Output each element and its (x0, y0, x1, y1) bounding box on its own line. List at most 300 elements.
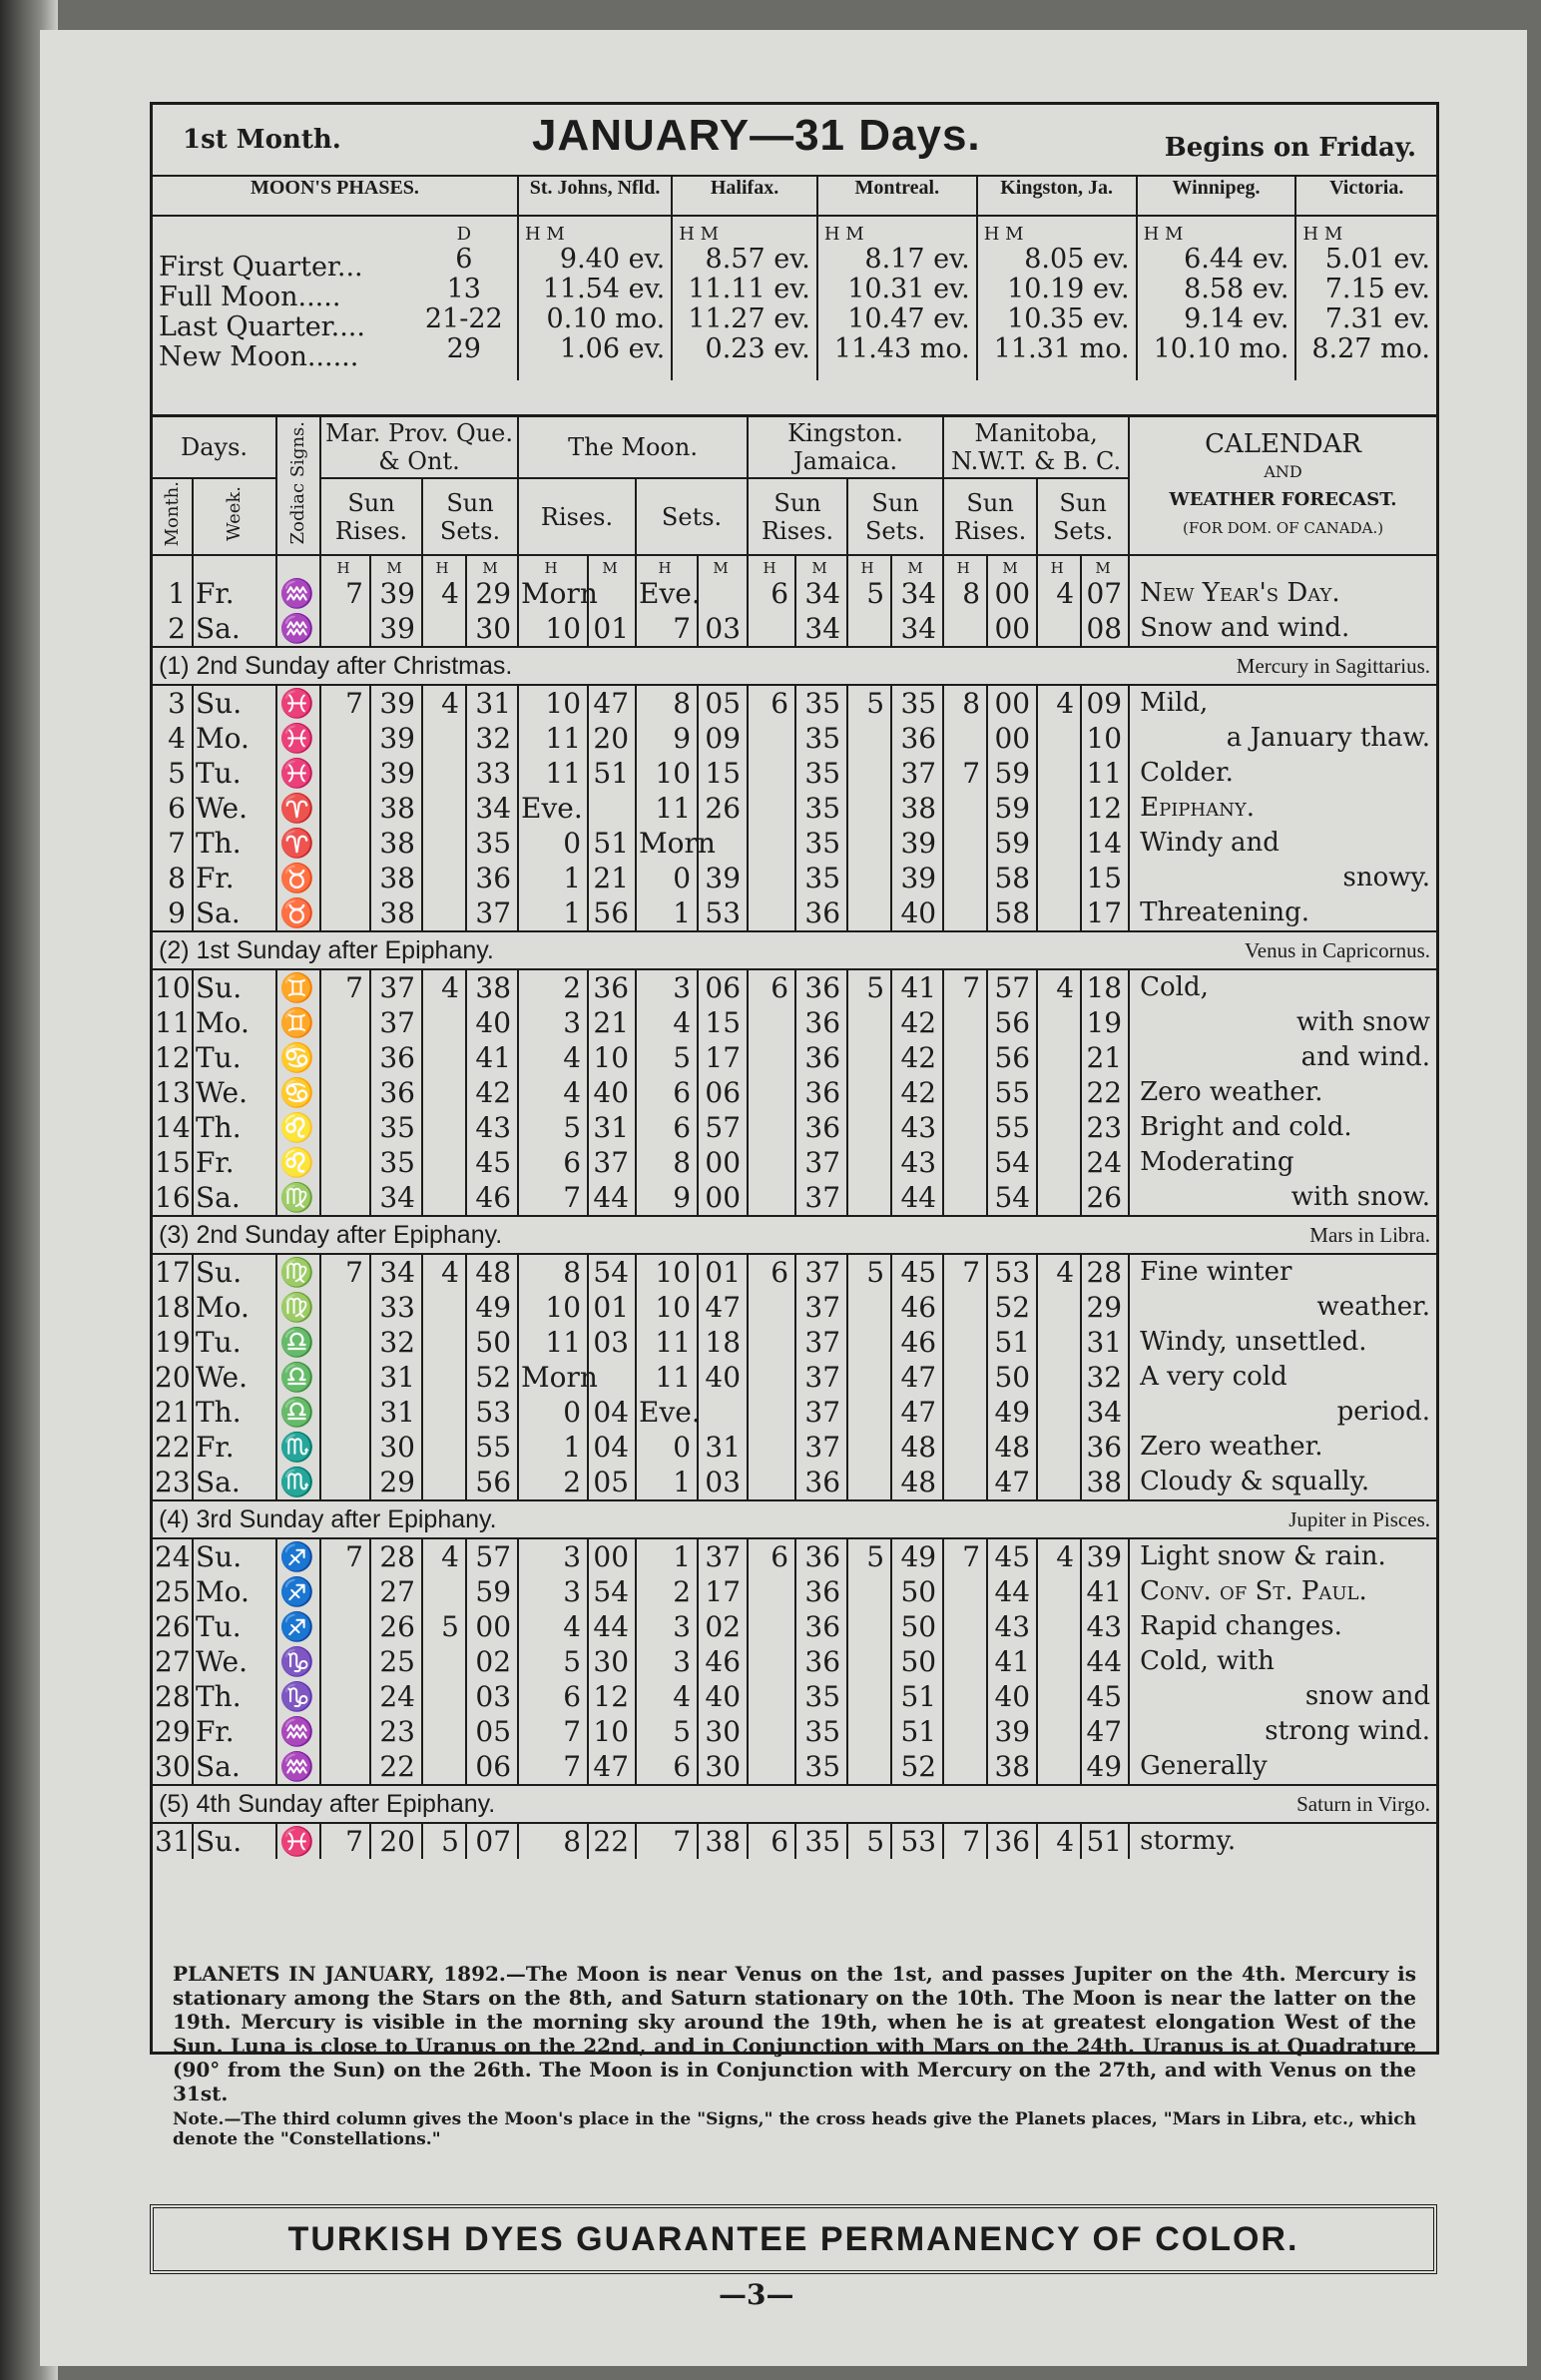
time-value: 10 (636, 1254, 698, 1290)
time-value (422, 1040, 466, 1075)
time-value: 04 (588, 1430, 636, 1465)
time-value: Morn (518, 1360, 588, 1395)
phase-time: 0.23 ev. (705, 333, 810, 364)
time-value: 51 (1081, 1823, 1129, 1859)
zodiac-sign: ♉ (276, 895, 320, 931)
time-value: 36 (795, 1110, 847, 1145)
time-value (320, 1040, 370, 1075)
time-value: Eve. (636, 1395, 698, 1430)
zodiac-sign: ♑ (276, 1679, 320, 1714)
weather-forecast: a January thaw. (1226, 723, 1430, 754)
time-value: 36 (370, 1040, 422, 1075)
time-value (943, 1749, 987, 1785)
weekday: Th. (193, 1395, 276, 1430)
time-value (422, 1325, 466, 1360)
time-value: 59 (987, 791, 1037, 826)
weekday: Mo. (193, 1574, 276, 1609)
time-value: 30 (698, 1714, 748, 1749)
time-value: 1 (518, 1430, 588, 1465)
time-value: 50 (891, 1574, 943, 1609)
zodiac-sign: ♊ (276, 1005, 320, 1040)
time-value: 43 (987, 1609, 1037, 1644)
time-value: 52 (466, 1360, 518, 1395)
time-value: 11 (1081, 756, 1129, 791)
time-value (422, 1360, 466, 1395)
zodiac-sign: ♈ (276, 826, 320, 861)
weekday: Su. (193, 1823, 276, 1859)
day-of-month: 1 (153, 576, 193, 611)
time-value: 30 (466, 611, 518, 647)
hm-label: H M (983, 224, 1024, 245)
time-value: 27 (370, 1574, 422, 1609)
hm-cell: H (847, 555, 891, 576)
phase-time: 9.14 ev. (1184, 303, 1289, 334)
phase-time: 10.31 ev. (847, 274, 970, 304)
time-value (1037, 861, 1081, 895)
weekday: We. (193, 791, 276, 826)
weekday: Fr. (193, 1430, 276, 1465)
day-row (153, 791, 1436, 826)
zodiac-sign: ♐ (276, 1538, 320, 1574)
month-col-header (153, 478, 193, 555)
phase-times-winnipeg (1137, 216, 1296, 380)
time-value: 35 (795, 1714, 847, 1749)
time-value: 47 (891, 1360, 943, 1395)
time-value: 17 (698, 1574, 748, 1609)
day-row (153, 1574, 1436, 1609)
phase-time: 9.40 ev. (559, 244, 666, 275)
day-of-month: 21 (153, 1395, 193, 1430)
day-of-month: 26 (153, 1609, 193, 1644)
time-value: 26 (1081, 1180, 1129, 1216)
time-value (422, 1180, 466, 1216)
time-value: 03 (588, 1325, 636, 1360)
time-value: 15 (698, 756, 748, 791)
time-value: 6 (748, 685, 795, 721)
time-value: 23 (1081, 1110, 1129, 1145)
time-value (847, 1644, 891, 1679)
place-header: Victoria. (1295, 177, 1436, 216)
phase-time: 6.44 ev. (1184, 244, 1289, 275)
place-header: St. Johns, Nfld. (518, 177, 672, 216)
phase-time: 7.15 ev. (1324, 274, 1430, 304)
time-value: 03 (698, 1465, 748, 1500)
time-value: 11 (636, 1325, 698, 1360)
zodiac-sign: ♓ (276, 756, 320, 791)
time-value: 51 (588, 826, 636, 861)
time-value: 23 (370, 1714, 422, 1749)
hm-cell: H (636, 555, 698, 576)
time-value: 0 (636, 861, 698, 895)
phase-day: 21-22 (424, 303, 503, 334)
time-value: 12 (588, 1679, 636, 1714)
phase-time: 11.54 ev. (542, 274, 666, 304)
time-value: 51 (588, 756, 636, 791)
day-row (153, 1823, 1436, 1859)
time-value (748, 895, 795, 931)
weekday: We. (193, 1075, 276, 1110)
the-moon-header: The Moon. (518, 417, 748, 478)
hm-cell: M (588, 555, 636, 576)
weekday: Sa. (193, 1180, 276, 1216)
kj-sunset-header: Sun Sets. (847, 478, 943, 555)
zodiac-sign: ♋ (276, 1040, 320, 1075)
time-value (422, 1145, 466, 1180)
time-value: 1 (636, 1465, 698, 1500)
time-value (422, 1430, 466, 1465)
time-value: 47 (588, 1749, 636, 1785)
time-value (422, 895, 466, 931)
time-value: 56 (987, 1040, 1037, 1075)
time-value: 43 (466, 1110, 518, 1145)
time-value: Morn (636, 826, 698, 861)
time-value (1037, 1679, 1081, 1714)
day-row (153, 1005, 1436, 1040)
day-of-month: 16 (153, 1180, 193, 1216)
day-row (153, 1180, 1436, 1216)
time-value: 32 (370, 1325, 422, 1360)
calendar-frame (150, 102, 1439, 2149)
time-value: 3 (636, 1609, 698, 1644)
time-value: 05 (466, 1714, 518, 1749)
day-of-month: 3 (153, 685, 193, 721)
weather-forecast: Light snow & rain. (1140, 1541, 1386, 1572)
time-value: 40 (698, 1679, 748, 1714)
weekday: Th. (193, 1679, 276, 1714)
time-value (698, 576, 748, 611)
phase-name: First Quarter... (159, 252, 363, 283)
time-value (847, 1574, 891, 1609)
time-value: 45 (987, 1538, 1037, 1574)
zodiac-sign: ♌ (276, 1110, 320, 1145)
time-value: 37 (466, 895, 518, 931)
day-row (153, 1538, 1436, 1574)
day-row (153, 1465, 1436, 1500)
weather-forecast: Cloudy & squally. (1140, 1467, 1370, 1497)
time-value: 36 (795, 1465, 847, 1500)
time-value: 36 (795, 1040, 847, 1075)
weekday: Tu. (193, 1040, 276, 1075)
planet-place: Mercury in Sagittarius. (943, 647, 1436, 685)
time-value: 00 (698, 1180, 748, 1216)
time-value: 39 (698, 861, 748, 895)
time-value: 10 (588, 1714, 636, 1749)
time-value (847, 1075, 891, 1110)
time-value: 52 (891, 1749, 943, 1785)
zodiac-sign: ♓ (276, 721, 320, 756)
hm-label: H M (524, 224, 565, 245)
time-value: 5 (636, 1040, 698, 1075)
time-value: 5 (636, 1714, 698, 1749)
phase-time: 0.10 mo. (546, 303, 666, 334)
time-value (1037, 1644, 1081, 1679)
time-value (748, 1360, 795, 1395)
time-value: 37 (891, 756, 943, 791)
time-value: 40 (466, 1005, 518, 1040)
time-value: 22 (588, 1823, 636, 1859)
time-value (943, 1325, 987, 1360)
zodiac-sign: ♌ (276, 1145, 320, 1180)
title-bar (153, 105, 1436, 177)
time-value: 18 (1081, 969, 1129, 1005)
time-value (320, 611, 370, 647)
time-value (847, 1749, 891, 1785)
time-value: 36 (795, 1005, 847, 1040)
time-value (748, 1714, 795, 1749)
time-value (320, 861, 370, 895)
time-value: 8 (518, 1254, 588, 1290)
time-value: 43 (1081, 1609, 1129, 1644)
time-value: 09 (1081, 685, 1129, 721)
weekday: Fr. (193, 1145, 276, 1180)
week-col-text: Week. (224, 486, 245, 542)
zodiac-sign: ♊ (276, 969, 320, 1005)
time-value (748, 1075, 795, 1110)
time-value (1037, 1005, 1081, 1040)
time-value: 41 (987, 1644, 1037, 1679)
time-value: 18 (698, 1325, 748, 1360)
time-value: 37 (795, 1360, 847, 1395)
time-value: 10 (1081, 721, 1129, 756)
hm-cell: M (466, 555, 518, 576)
time-value (943, 1430, 987, 1465)
weather-forecast: Fine winter (1140, 1257, 1292, 1288)
time-value (422, 1749, 466, 1785)
time-value: 37 (588, 1145, 636, 1180)
sunday-label: (1) 2nd Sunday after Christmas. (153, 647, 943, 685)
time-value: 09 (698, 721, 748, 756)
day-row (153, 1714, 1436, 1749)
time-value (847, 1325, 891, 1360)
time-value: 54 (987, 1145, 1037, 1180)
weather-forecast: period. (1336, 1397, 1430, 1428)
time-value: 3 (518, 1538, 588, 1574)
time-value: 37 (795, 1290, 847, 1325)
time-value: 37 (795, 1430, 847, 1465)
day-of-month: 15 (153, 1145, 193, 1180)
time-value: 42 (891, 1005, 943, 1040)
time-value: 10 (518, 685, 588, 721)
zodiac-sign: ♓ (276, 1823, 320, 1859)
time-value: 3 (636, 1644, 698, 1679)
time-value: 5 (518, 1110, 588, 1145)
time-value: 38 (370, 861, 422, 895)
time-value: 4 (422, 969, 466, 1005)
time-value: 28 (370, 1538, 422, 1574)
zodiac-sign: ♋ (276, 1075, 320, 1110)
time-value (1037, 1749, 1081, 1785)
time-value: 42 (466, 1075, 518, 1110)
time-value: 56 (987, 1005, 1037, 1040)
time-value (320, 1574, 370, 1609)
time-value: 51 (891, 1679, 943, 1714)
day-row (153, 1644, 1436, 1679)
day-of-month: 28 (153, 1679, 193, 1714)
time-value: 50 (466, 1325, 518, 1360)
time-value: 39 (891, 826, 943, 861)
day-of-month: 14 (153, 1110, 193, 1145)
time-value: 45 (466, 1145, 518, 1180)
time-value (588, 791, 636, 826)
time-value: 06 (698, 969, 748, 1005)
day-row (153, 1254, 1436, 1290)
time-value: 35 (795, 756, 847, 791)
weather-forecast: Rapid changes. (1140, 1611, 1342, 1642)
time-value: 37 (698, 1538, 748, 1574)
time-value: 35 (370, 1110, 422, 1145)
mp-sunrise-header: Sun Rises. (320, 478, 422, 555)
time-value: 36 (987, 1823, 1037, 1859)
time-value (943, 1005, 987, 1040)
time-value (847, 1465, 891, 1500)
time-value: 44 (588, 1180, 636, 1216)
time-value: 35 (795, 826, 847, 861)
time-value (943, 611, 987, 647)
time-value: 57 (987, 969, 1037, 1005)
time-value (422, 1574, 466, 1609)
weekday: Su. (193, 1538, 276, 1574)
weekday: Sa. (193, 1465, 276, 1500)
weekday: We. (193, 1644, 276, 1679)
time-value (422, 756, 466, 791)
time-value (422, 791, 466, 826)
time-value: 15 (1081, 861, 1129, 895)
hm-cell: M (698, 555, 748, 576)
time-value: 5 (847, 969, 891, 1005)
time-value (320, 791, 370, 826)
time-value (1037, 895, 1081, 931)
zodiac-sign: ♐ (276, 1609, 320, 1644)
weather-forecast: Colder. (1140, 758, 1234, 789)
phase-day: 13 (446, 274, 481, 304)
time-value (943, 1609, 987, 1644)
weekday: Sa. (193, 1749, 276, 1785)
hm-cell (1129, 555, 1436, 576)
weather-forecast: New Year's Day. (1140, 578, 1340, 609)
time-value: 4 (1037, 969, 1081, 1005)
time-value: 34 (370, 1180, 422, 1216)
mar-prov-header: Mar. Prov. Que. & Ont. (320, 417, 518, 478)
time-value: 44 (1081, 1644, 1129, 1679)
day-of-month: 17 (153, 1254, 193, 1290)
time-value: 47 (891, 1395, 943, 1430)
time-value: 32 (1081, 1360, 1129, 1395)
begins-on: Begins on Friday. (1164, 133, 1416, 163)
time-value (320, 1290, 370, 1325)
day-of-month: 23 (153, 1465, 193, 1500)
time-value (320, 1110, 370, 1145)
time-value: 20 (370, 1823, 422, 1859)
day-of-month: 18 (153, 1290, 193, 1325)
time-value (320, 1360, 370, 1395)
time-value: 6 (748, 1823, 795, 1859)
time-value: 36 (370, 1075, 422, 1110)
time-value: 05 (698, 685, 748, 721)
time-value: 57 (466, 1538, 518, 1574)
time-value (1037, 1395, 1081, 1430)
day-of-month: 24 (153, 1538, 193, 1574)
day-row (153, 861, 1436, 895)
sunday-row (153, 931, 1436, 969)
time-value: 6 (636, 1110, 698, 1145)
phase-time: 5.01 ev. (1324, 244, 1430, 275)
time-value: 38 (370, 791, 422, 826)
time-value (748, 611, 795, 647)
time-value: 4 (1037, 1823, 1081, 1859)
mb-sunset-header: Sun Sets. (1037, 478, 1129, 555)
time-value: 4 (422, 1538, 466, 1574)
weather-forecast: snow and (1304, 1681, 1430, 1712)
time-value: 7 (518, 1180, 588, 1216)
time-value: 01 (588, 1290, 636, 1325)
time-value: 4 (518, 1609, 588, 1644)
time-value: 7 (636, 1823, 698, 1859)
hm-cell: M (1081, 555, 1129, 576)
planet-place: Venus in Capricornus. (943, 931, 1436, 969)
place-header: Montreal. (817, 177, 977, 216)
weather-forecast: Zero weather. (1140, 1432, 1323, 1463)
time-value (748, 1465, 795, 1500)
time-value (320, 1609, 370, 1644)
time-value (847, 1290, 891, 1325)
time-value: 17 (698, 1040, 748, 1075)
time-value (1037, 1574, 1081, 1609)
time-value (847, 756, 891, 791)
time-value: 29 (466, 576, 518, 611)
time-value (943, 1465, 987, 1500)
time-value (748, 1395, 795, 1430)
weather-forecast: A very cold (1140, 1362, 1287, 1393)
time-value: 26 (370, 1609, 422, 1644)
time-value: 39 (1081, 1538, 1129, 1574)
time-value: 8 (636, 685, 698, 721)
time-value: 31 (370, 1360, 422, 1395)
zodiac-sign: ♐ (276, 1574, 320, 1609)
time-value (422, 1290, 466, 1325)
time-value: 51 (891, 1714, 943, 1749)
time-value: 46 (891, 1325, 943, 1360)
weather-forecast: Windy, unsettled. (1140, 1327, 1367, 1358)
weather-forecast: weather. (1316, 1292, 1430, 1323)
time-value (943, 1574, 987, 1609)
manitoba-header: Manitoba, N.W.T. & B. C. (943, 417, 1129, 478)
time-value: 32 (466, 721, 518, 756)
weather-forecast: Bright and cold. (1140, 1112, 1352, 1143)
time-value: 38 (370, 826, 422, 861)
time-value (1037, 1180, 1081, 1216)
zodiac-sign: ♏ (276, 1430, 320, 1465)
phase-name: Last Quarter.... (159, 311, 365, 342)
time-value: 00 (588, 1538, 636, 1574)
time-value: 7 (518, 1714, 588, 1749)
hm-cell (276, 555, 320, 576)
time-value: 01 (698, 1254, 748, 1290)
weather-forecast: Epiphany. (1140, 793, 1256, 824)
time-value: 35 (795, 861, 847, 895)
time-value: 35 (891, 685, 943, 721)
time-value: 49 (1081, 1749, 1129, 1785)
daily-rows (153, 555, 1436, 1859)
mp-sunset-header: Sun Sets. (422, 478, 518, 555)
phase-times-kingston (977, 216, 1137, 380)
hm-row (153, 555, 1436, 576)
time-value: 6 (748, 1538, 795, 1574)
time-value (422, 1075, 466, 1110)
sunday-row (153, 1500, 1436, 1538)
time-value: 2 (518, 969, 588, 1005)
time-value: 39 (370, 611, 422, 647)
time-value: 21 (588, 861, 636, 895)
